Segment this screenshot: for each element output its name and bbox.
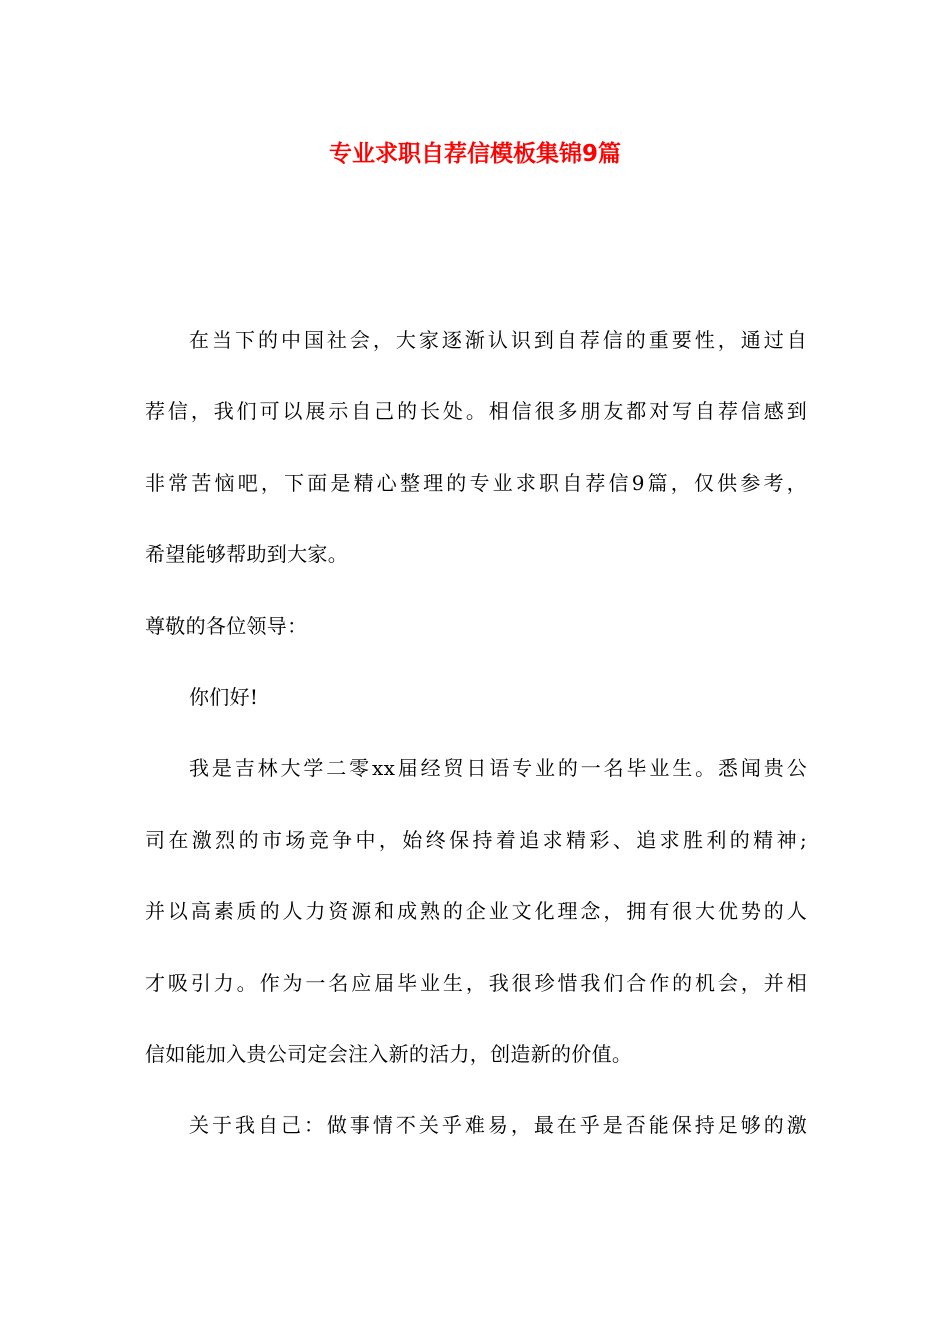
text-line-9: 并以高素质的人力资源和成熟的企业文化理念，拥有很大优势的人 (145, 899, 807, 924)
text-line-7: 我是吉林大学二零xx届经贸日语专业的一名毕业生。悉闻贵公 (189, 756, 807, 781)
salutation: 尊敬的各位领导： (145, 613, 308, 638)
text-line-2: 荐信，我们可以展示自己的长处。相信很多朋友都对写自荐信感到 (145, 399, 807, 424)
document-title: 专业求职自荐信模板集锦9篇 (328, 141, 621, 167)
document-body (145, 318, 807, 1175)
text-line-4: 希望能够帮助到大家。 (145, 542, 348, 567)
text-line-12: 关于我自己：做事情不关乎难易，最在乎是否能保持足够的激 (189, 1113, 807, 1138)
text-line-10: 才吸引力。作为一名应届毕业生，我很珍惜我们合作的机会，并相 (145, 970, 807, 995)
text-line-11: 信如能加入贵公司定会注入新的活力，创造新的价值。 (145, 1041, 633, 1066)
text-line-8: 司在激烈的市场竞争中，始终保持着追求精彩、追求胜利的精神; (145, 827, 807, 852)
text-line-1: 在当下的中国社会，大家逐渐认识到自荐信的重要性，通过自 (189, 328, 807, 352)
greeting: 你们好! (189, 684, 259, 709)
text-line-3: 非常苦恼吧，下面是精心整理的专业求职自荐信9篇，仅供参考， (145, 470, 807, 495)
